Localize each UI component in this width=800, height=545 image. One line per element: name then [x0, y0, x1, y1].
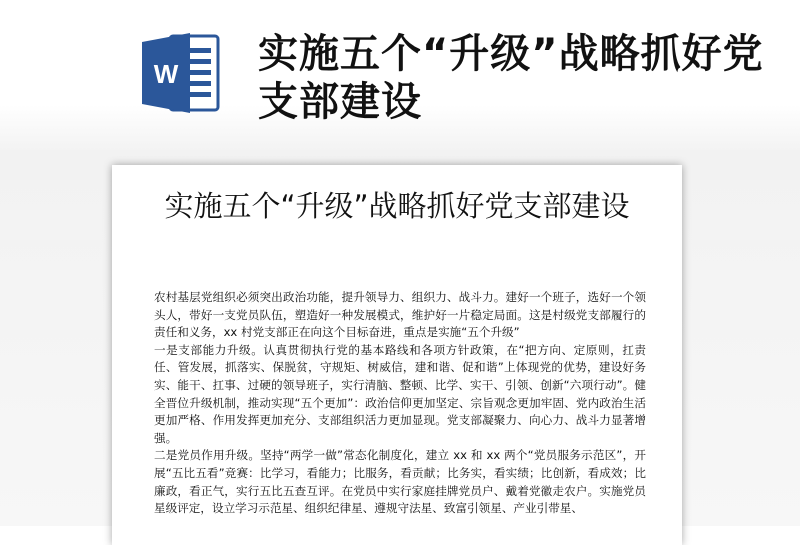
document-body — [154, 289, 646, 518]
microsoft-word-icon — [140, 30, 222, 116]
document-title: 实施五个“升级”战略抓好党支部建设 — [164, 189, 630, 223]
banner-title: 实施五个“升级”战略抓好党支部建设 — [258, 31, 764, 125]
document-paragraph: 二是党员作用升级。坚持“两学一做”常态化制度化，建立 xx 和 xx 两个“党员服务示范区”，开展“五比五看”竞赛：比学习，看能力；比服务，看贡献；比务实，看实绩；比创新，看成效；比廉政，看正气，实行五比五查互评。在党员中实行家庭挂牌党员户、戴着党徽走农户。实施党员星级评定，设立学习示范星、组织纪律星、遵规守法星、致富引领星、产业引带星、 — [154, 448, 646, 516]
word-logo-letter: W — [153, 59, 179, 89]
document-paragraph: 一是支部能力升级。认真贯彻执行党的基本路线和各项方针政策，在“把方向、定原则，扛责任、管发展，抓落实、保脱贫，守规矩、树威信，建和谐、促和谐”上体现党的优势，建设好务实、能干、扛事、过硬的领导班子，实行清脑、整顿、比学、实干、引领、创新“六项行动”。健全晋位升级机制，推动实现“五个更加”：政治信仰更加坚定、宗旨观念更加牢固、党内政治生活更加严格、作用发挥更加充分、支部组织活力更加显现。党支部凝聚力、向心力、战斗力显著增强。 — [154, 342, 646, 445]
banner-header — [0, 0, 800, 150]
document-page-preview — [112, 165, 682, 545]
document-paragraph: 农村基层党组织必须突出政治功能，提升领导力、组织力、战斗力。建好一个班子，选好一个领头人，带好一支党员队伍，塑造好一种发展模式，维护好一片稳定局面。这是村级党支部履行的责任和义务，xx 村党支部正在向这个目标奋进，重点是实施“五个升级” — [154, 290, 646, 340]
